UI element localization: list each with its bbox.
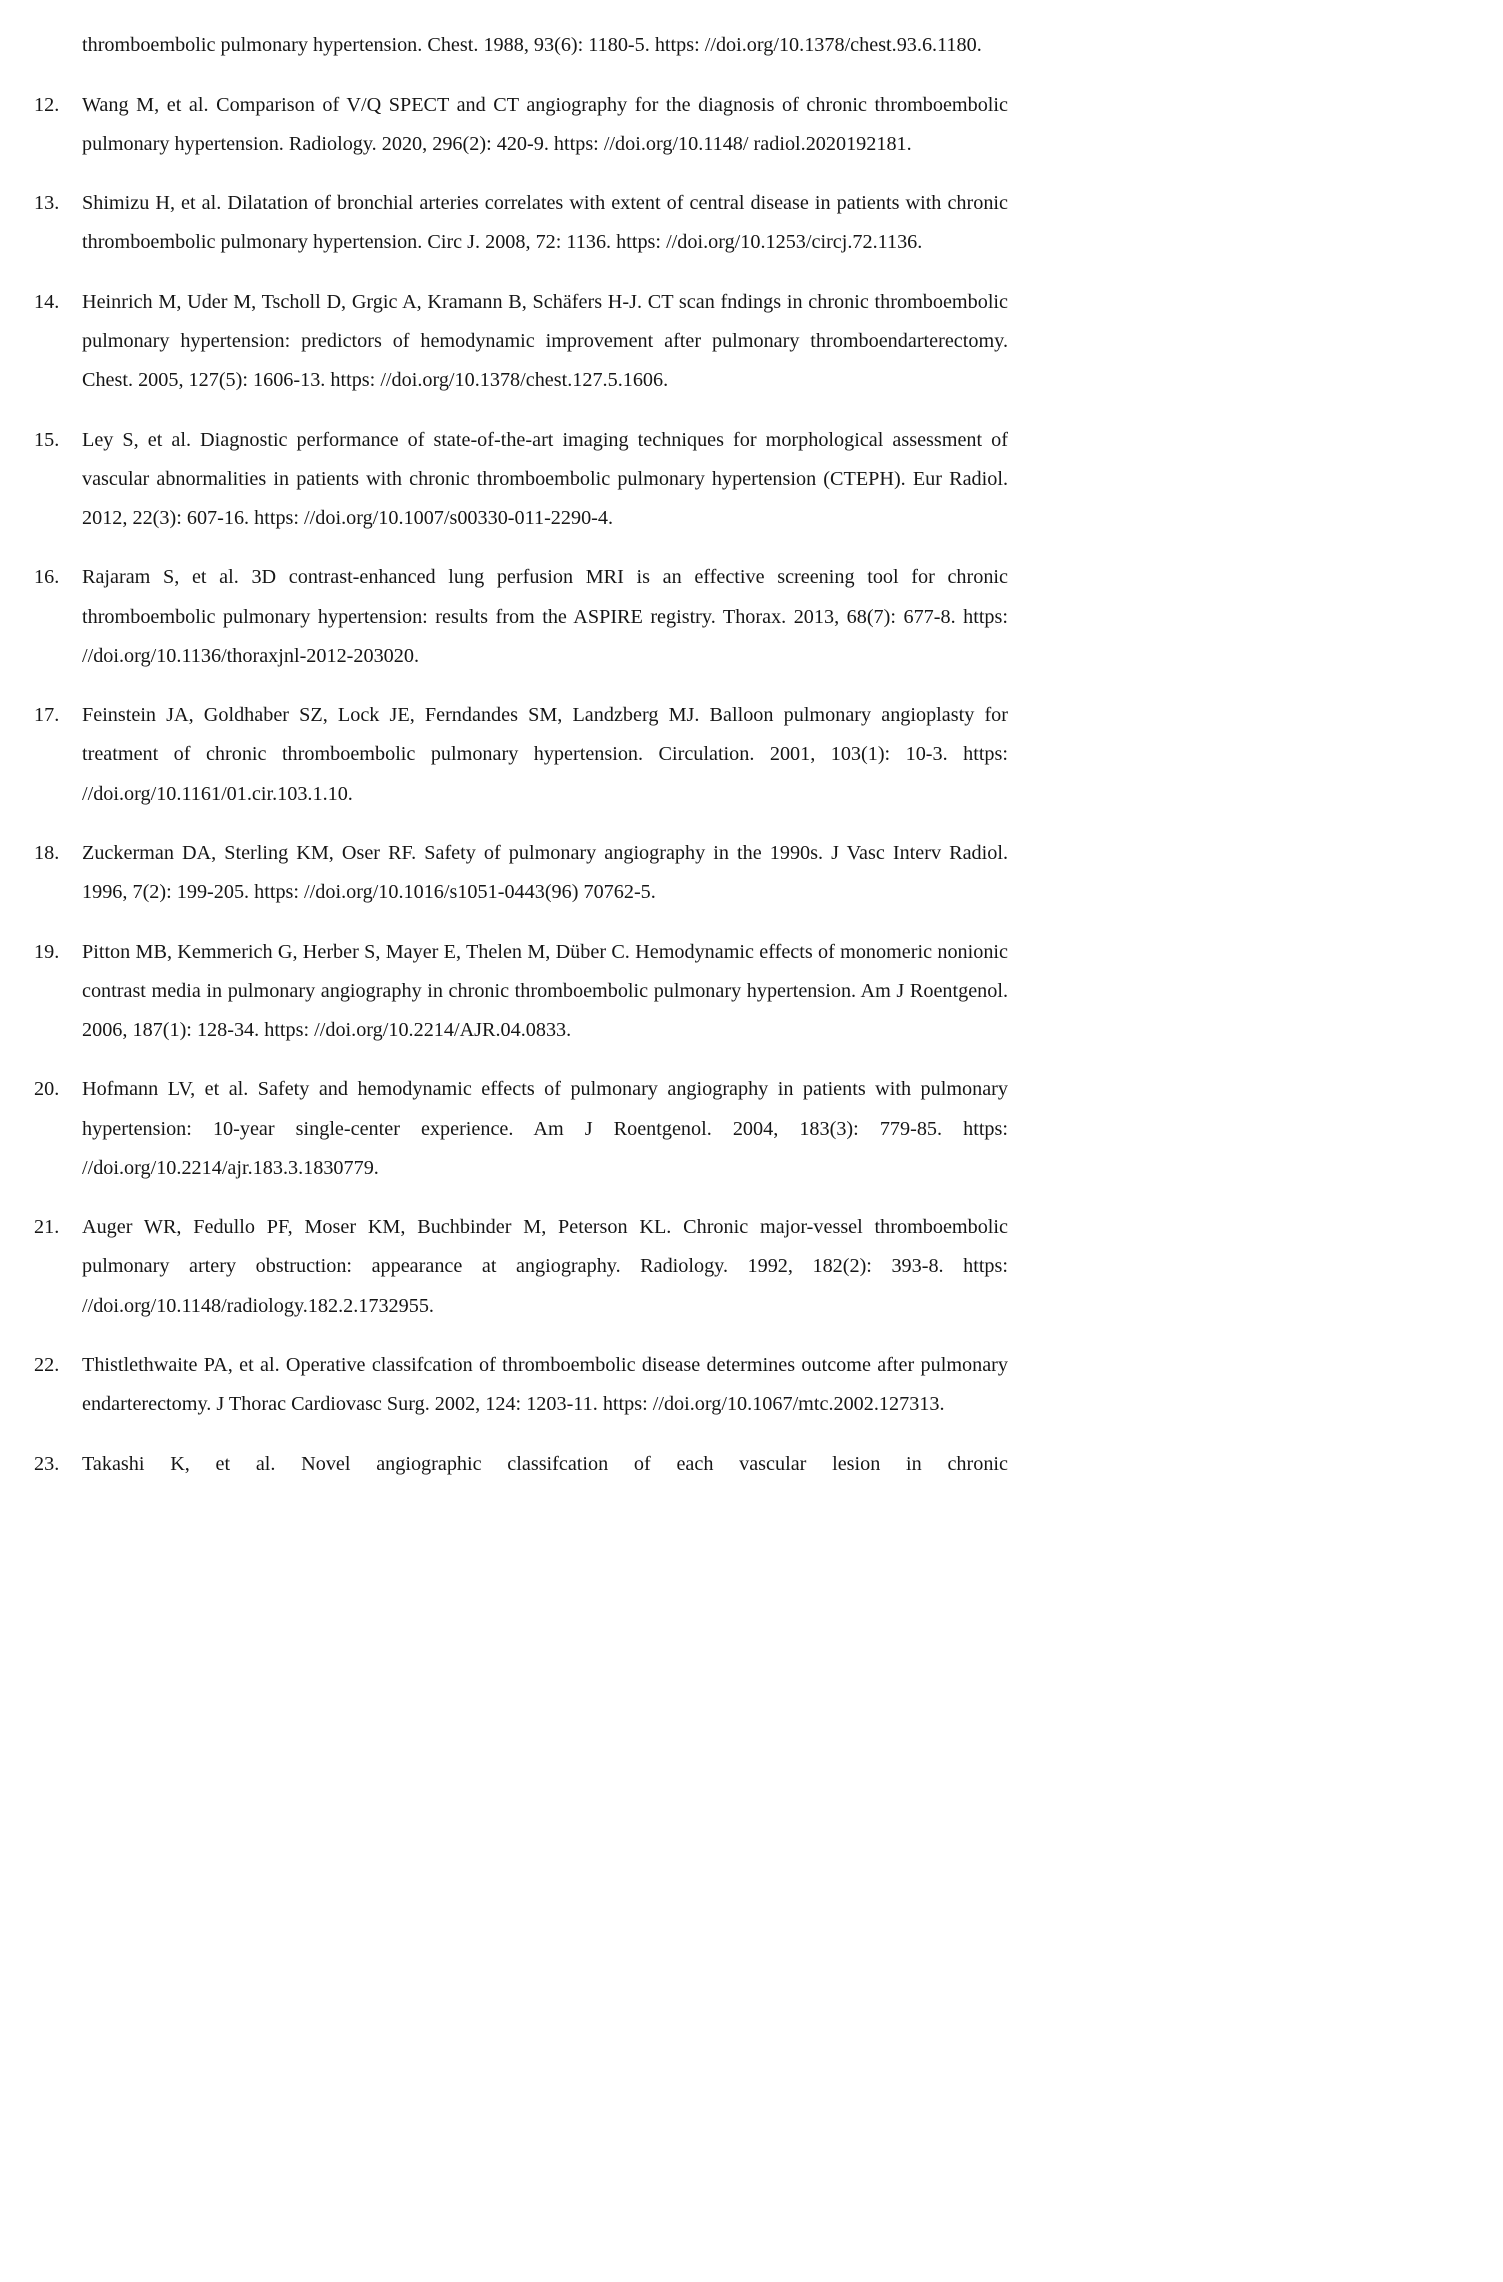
reference-number: 15. xyxy=(34,428,60,451)
reference-number: 18. xyxy=(34,841,60,864)
reference-item-19 xyxy=(0,933,1024,1051)
reference-text: Ley S, et al. Diagnostic performance of state-of-the-art imaging techniques for morphological assessment of vascular abnormalities in patients with chronic thromboembolic pulmonary hypertension (CTEPH). Eur Radiol. 2012, 22(3): 607-16. https: //doi.org/10.1007/s00330-011-2290-4. xyxy=(82,428,1008,529)
reference-item-16 xyxy=(0,558,1024,676)
reference-text: Wang M, et al. Comparison of V/Q SPECT and CT angiography for the diagnosis of chronic thromboembolic pulmonary hypertension. Radiology. 2020, 296(2): 420-9. https: //doi.org/10.1148/ radiol.2020192181. xyxy=(82,93,1008,155)
reference-item-21 xyxy=(0,1208,1024,1326)
reference-text: Thistlethwaite PA, et al. Operative classifcation of thromboembolic disease determines outcome after pulmonary endarterectomy. J Thorac Cardiovasc Surg. 2002, 124: 1203-11. https: //doi.org/10.1067/mtc.2002.127313. xyxy=(82,1353,1008,1416)
reference-number: 23. xyxy=(34,1452,60,1475)
reference-number: 14. xyxy=(34,290,60,313)
reference-text: Pitton MB, Kemmerich G, Herber S, Mayer E, Thelen M, Düber C. Hemodynamic effects of monomeric nonionic contrast media in pulmonary angiography in chronic thromboembolic pulmonary hypertension. Am J Roentgenol. 2006, 187(1): 128-34. https: //doi.org/10.2214/AJR.04.0833. xyxy=(82,940,1008,1041)
reference-number: 16. xyxy=(34,566,60,589)
reference-text: Takashi K, et al. Novel angiographic classifcation of each vascular lesion in chronic xyxy=(82,1452,1008,1475)
reference-item-23 xyxy=(0,1445,1024,1484)
reference-text: Heinrich M, Uder M, Tscholl D, Grgic A, Kramann B, Schäfers H-J. CT scan fndings in chronic thromboembolic pulmonary hypertension: predictors of hemodynamic improvement after pulmonary thromboendarterectomy. Chest. 2005, 127(5): 1606-13. https: //doi.org/10.1378/chest.127.5.1606. xyxy=(82,290,1008,392)
reference-item-18 xyxy=(0,834,1024,912)
reference-text: Hofmann LV, et al. Safety and hemodynamic effects of pulmonary angiography in patients with pulmonary hypertension: 10-year single-center experience. Am J Roentgenol. 2004, 183(3): 779-85. https: //doi.org/10.2214/ajr.183.3.1830779. xyxy=(82,1078,1008,1179)
reference-text: Feinstein JA, Goldhaber SZ, Lock JE, Ferndandes SM, Landzberg MJ. Balloon pulmonary angioplasty for treatment of chronic thromboembolic pulmonary hypertension. Circulation. 2001, 103(1): 10-3. https: //doi.org/10.1161/01.cir.103.1.10. xyxy=(82,704,1008,805)
reference-number: 20. xyxy=(34,1078,60,1101)
reference-text: Shimizu H, et al. Dilatation of bronchial arteries correlates with extent of central disease in patients with chronic thromboembolic pulmonary hypertension. Circ J. 2008, 72: 1136. https: //doi.org/10.1253/circj.72.1136. xyxy=(82,192,1008,254)
reference-item-17 xyxy=(0,696,1024,814)
reference-text: Rajaram S, et al. 3D contrast-enhanced lung perfusion MRI is an effective screening tool for chronic thromboembolic pulmonary hypertension: results from the ASPIRE registry. Thorax. 2013, 68(7): 677-8. https: //doi.org/10.1136/thoraxjnl-2012-203020. xyxy=(82,566,1008,667)
reference-item-22 xyxy=(0,1346,1024,1424)
reference-number: 21. xyxy=(34,1216,60,1239)
reference-item-14 xyxy=(0,283,1024,401)
reference-item-12 xyxy=(0,86,1024,164)
reference-continuation-text: thromboembolic pulmonary hypertension. Chest. 1988, 93(6): 1180-5. https: //doi.org/10.1378/chest.93.6.1180. xyxy=(82,34,982,57)
reference-number: 22. xyxy=(34,1353,60,1376)
reference-number: 17. xyxy=(34,704,60,727)
reference-text: Auger WR, Fedullo PF, Moser KM, Buchbinder M, Peterson KL. Chronic major-vessel thromboembolic pulmonary artery obstruction: appearance at angiography. Radiology. 1992, 182(2): 393-8. https: //doi.org/10.1148/radiology.182.2.1732955. xyxy=(82,1216,1008,1317)
reference-item-15 xyxy=(0,421,1024,539)
reference-number: 13. xyxy=(34,192,60,215)
reference-text: Zuckerman DA, Sterling KM, Oser RF. Safety of pulmonary angiography in the 1990s. J Vasc Interv Radiol. 1996, 7(2): 199-205. https: //doi.org/10.1016/s1051-0443(96) 70762-5. xyxy=(82,841,1008,904)
reference-item-20 xyxy=(0,1070,1024,1188)
reference-number: 19. xyxy=(34,940,60,963)
reference-number: 12. xyxy=(34,93,60,116)
reference-list xyxy=(0,6,1024,1504)
reference-item-13 xyxy=(0,184,1024,262)
